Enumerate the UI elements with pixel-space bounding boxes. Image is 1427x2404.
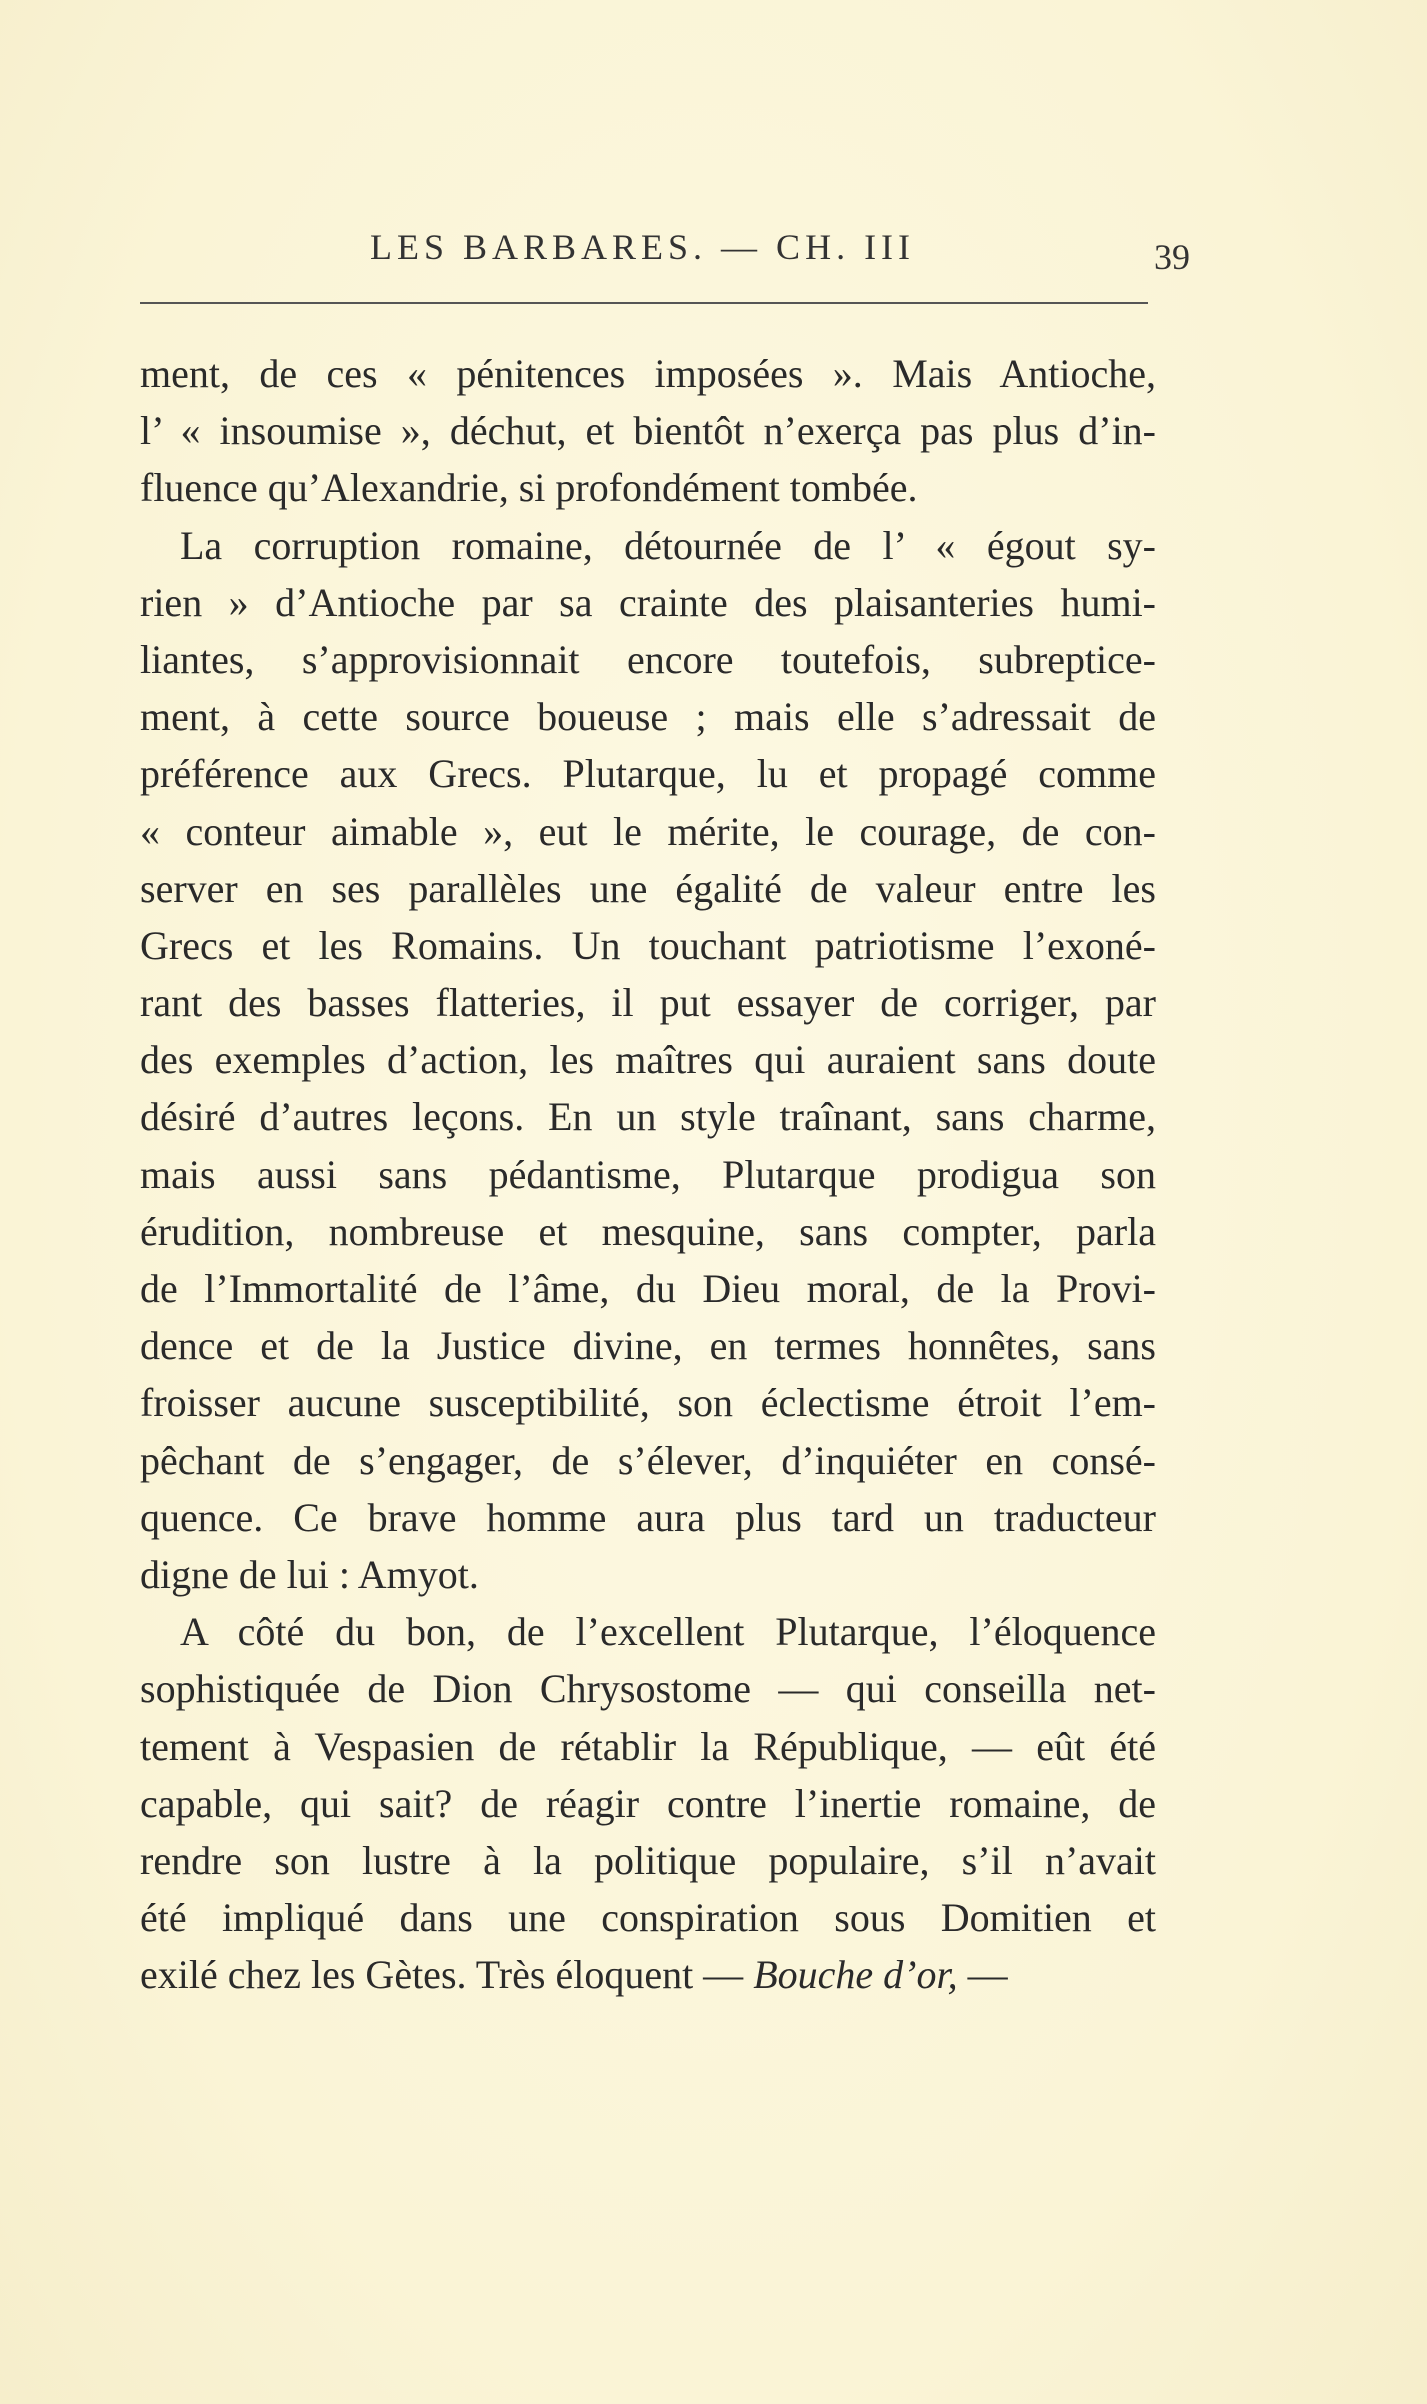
final-line-start: exilé chez les Gètes. Très éloquent — (140, 1952, 754, 1998)
text-line: des exemples d’action, les maîtres qui auraient sans doute (140, 1037, 1156, 1083)
text-line: mais aussi sans pédantisme, Plutarque prodigua son (140, 1151, 1156, 1197)
text-line: érudition, nombreuse et mesquine, sans compter, parla (140, 1208, 1156, 1254)
text-line: rien » d’Antioche par sa crainte des plaisanteries humi- (140, 579, 1156, 625)
text-line: quence. Ce brave homme aura plus tard un traducteur (140, 1494, 1156, 1540)
running-title: LES BARBARES. — CH. III (370, 227, 916, 267)
text-line: préférence aux Grecs. Plutarque, lu et propagé comme (140, 751, 1156, 797)
text-line: digne de lui : Amyot. (140, 1551, 479, 1597)
text-line: capable, qui sait? de réagir contre l’inertie romaine, de (140, 1780, 1156, 1826)
text-line: de l’Immortalité de l’âme, du Dieu moral, de la Provi- (140, 1266, 1156, 1311)
italic-phrase: Bouche d’or, (753, 1952, 958, 1998)
text-line: désiré d’autres leçons. En un style traînant, sans charme, (140, 1094, 1156, 1140)
text-line: sophistiquée de Dion Chrysostome — qui conseilla net- (140, 1666, 1156, 1712)
final-line-end: — (957, 1952, 1008, 1998)
running-head (140, 226, 1190, 286)
text-line: tement à Vespasien de rétablir la République, — eût été (140, 1723, 1156, 1769)
text-line: ment, de ces « pénitences imposées ». Mais Antioche, (140, 351, 1156, 396)
text-line-final (140, 1946, 1156, 2003)
text-line: fluence qu’Alexandrie, si profondément tombée. (140, 465, 918, 511)
text-line: server en ses parallèles une égalité de valeur entre les (140, 865, 1156, 911)
text-line: La corruption romaine, détournée de l’ « égout sy- (180, 522, 1156, 568)
text-line: froisser aucune susceptibilité, son éclectisme étroit l’em- (140, 1380, 1156, 1426)
text-line: « conteur aimable », eut le mérite, le courage, de con- (140, 808, 1156, 854)
text-line: rendre son lustre à la politique populaire, s’il n’avait (140, 1837, 1156, 1883)
header-rule (140, 302, 1148, 304)
text-line: ment, à cette source boueuse ; mais elle s’adressait de (140, 694, 1156, 740)
text-line: l’ « insoumise », déchut, et bientôt n’exerça pas plus d’in- (140, 408, 1156, 454)
text-line: A côté du bon, de l’excellent Plutarque, l’éloquence (180, 1609, 1156, 1655)
text-line: rant des basses flatteries, il put essayer de corriger, par (140, 980, 1156, 1026)
text-line: dence et de la Justice divine, en termes honnêtes, sans (140, 1323, 1156, 1369)
page-number: 39 (1154, 237, 1190, 277)
text-line: Grecs et les Romains. Un touchant patriotisme l’exoné- (140, 922, 1156, 968)
text-line: pêchant de s’engager, de s’élever, d’inquiéter en consé- (140, 1437, 1156, 1483)
body-text (140, 345, 1156, 2003)
text-line: liantes, s’approvisionnait encore toutefois, subreptice- (140, 636, 1156, 682)
text-line: été impliqué dans une conspiration sous Domitien et (140, 1895, 1156, 1941)
